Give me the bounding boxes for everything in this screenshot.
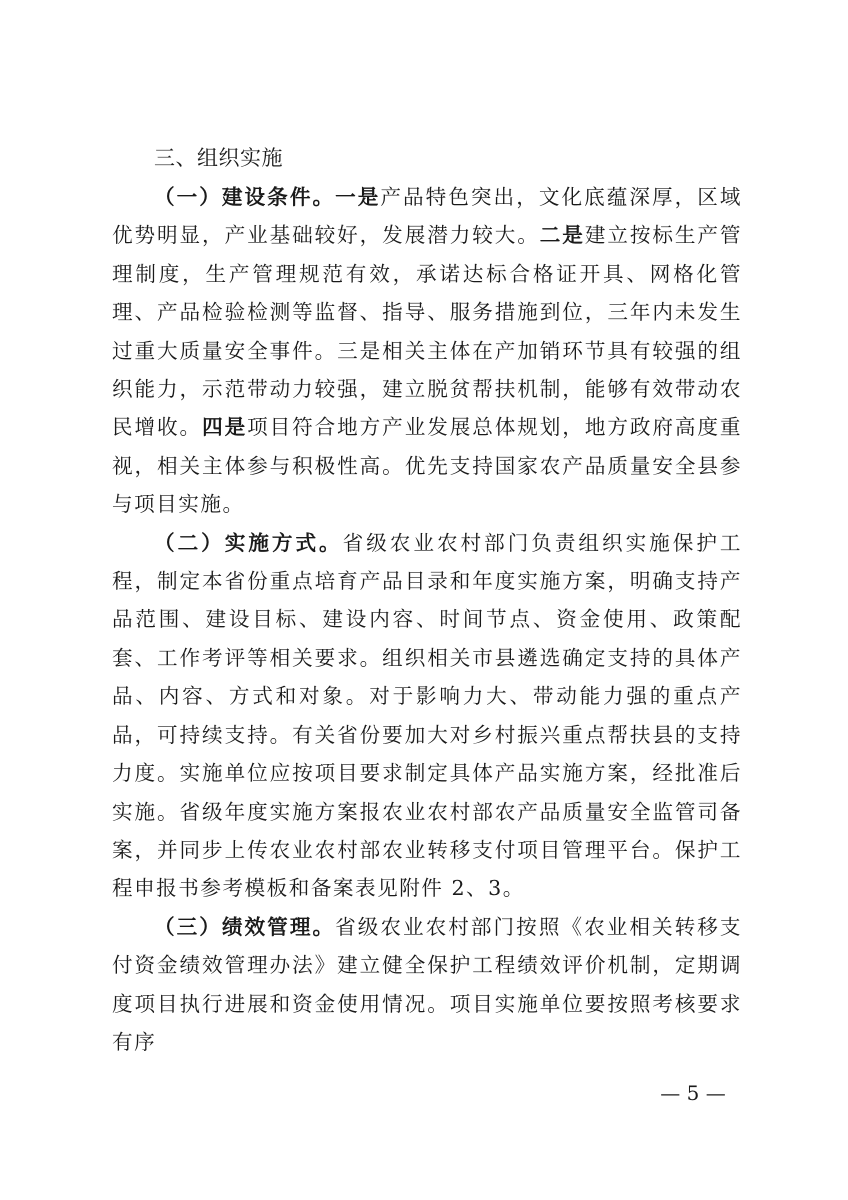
paragraph-construction-conditions (112, 178, 742, 524)
paragraph-label: （一）建设条件。 (154, 185, 336, 209)
paragraph-performance-management (112, 908, 742, 1062)
section-heading: 三、组织实施 (154, 146, 283, 170)
body-text: 建立按标生产管理制度，生产管理规范有效，承诺达标合格证开具、网格化管理、产品检验检测等监督、指导、服务措施到位，三年内未发生过重大质量安全事件。三是相关主体在产加销环节具有较强的组织能力，示范带动力较强，建立脱贫帮扶机制，能够有效带动农民增收。 (112, 223, 743, 440)
body-text: 省级农业农村部门负责组织实施保护工程，制定本省份重点培育产品目录和年度实施方案，明确支持产品范围、建设目标、建设内容、时间节点、资金使用、政策配套、工作考评等相关要求。组织相关市县遴选确定支持的具体产品、内容、方式和对象。对于影响力大、带动能力强的重点产品，可持续支持。有关省份要加大对乡村振兴重点帮扶县的支持力度。实施单位应按项目要求制定具体产品实施方案，经批准后实施。省级年度实施方案报农业农村部农产品质量安全监管司备案，并同步上传农业农村部农业转移支付项目管理平台。保护工程申报书参考模板和备案表见附件 2、3。 (112, 530, 743, 901)
paragraph-label: （三）绩效管理。 (154, 914, 336, 939)
paragraph-label: （二）实施方式。 (154, 530, 343, 555)
emphasis-text: 四是 (202, 415, 248, 440)
emphasis-text: 一是 (335, 185, 381, 209)
paragraph-implementation-method (112, 524, 742, 908)
body-text: 省级农业农村部门按照《农业相关转移支付资金绩效管理办法》建立健全保护工程绩效评价机制，定期调度项目执行进展和资金使用情况。项目实施单位要按照考核要求有序 (112, 914, 743, 1054)
emphasis-text: 二是 (539, 223, 585, 248)
body-text: 产品特色突出，文化底蕴深厚，区域优势明显，产业基础较好，发展潜力较大。 (112, 185, 743, 248)
body-text: 项目符合地方产业发展总体规划，地方政府高度重视，相关主体参与积极性高。优先支持国家农产品质量安全县参与项目实施。 (112, 415, 743, 517)
document-body (112, 138, 742, 1061)
page-number: — 5 — (660, 1081, 726, 1105)
